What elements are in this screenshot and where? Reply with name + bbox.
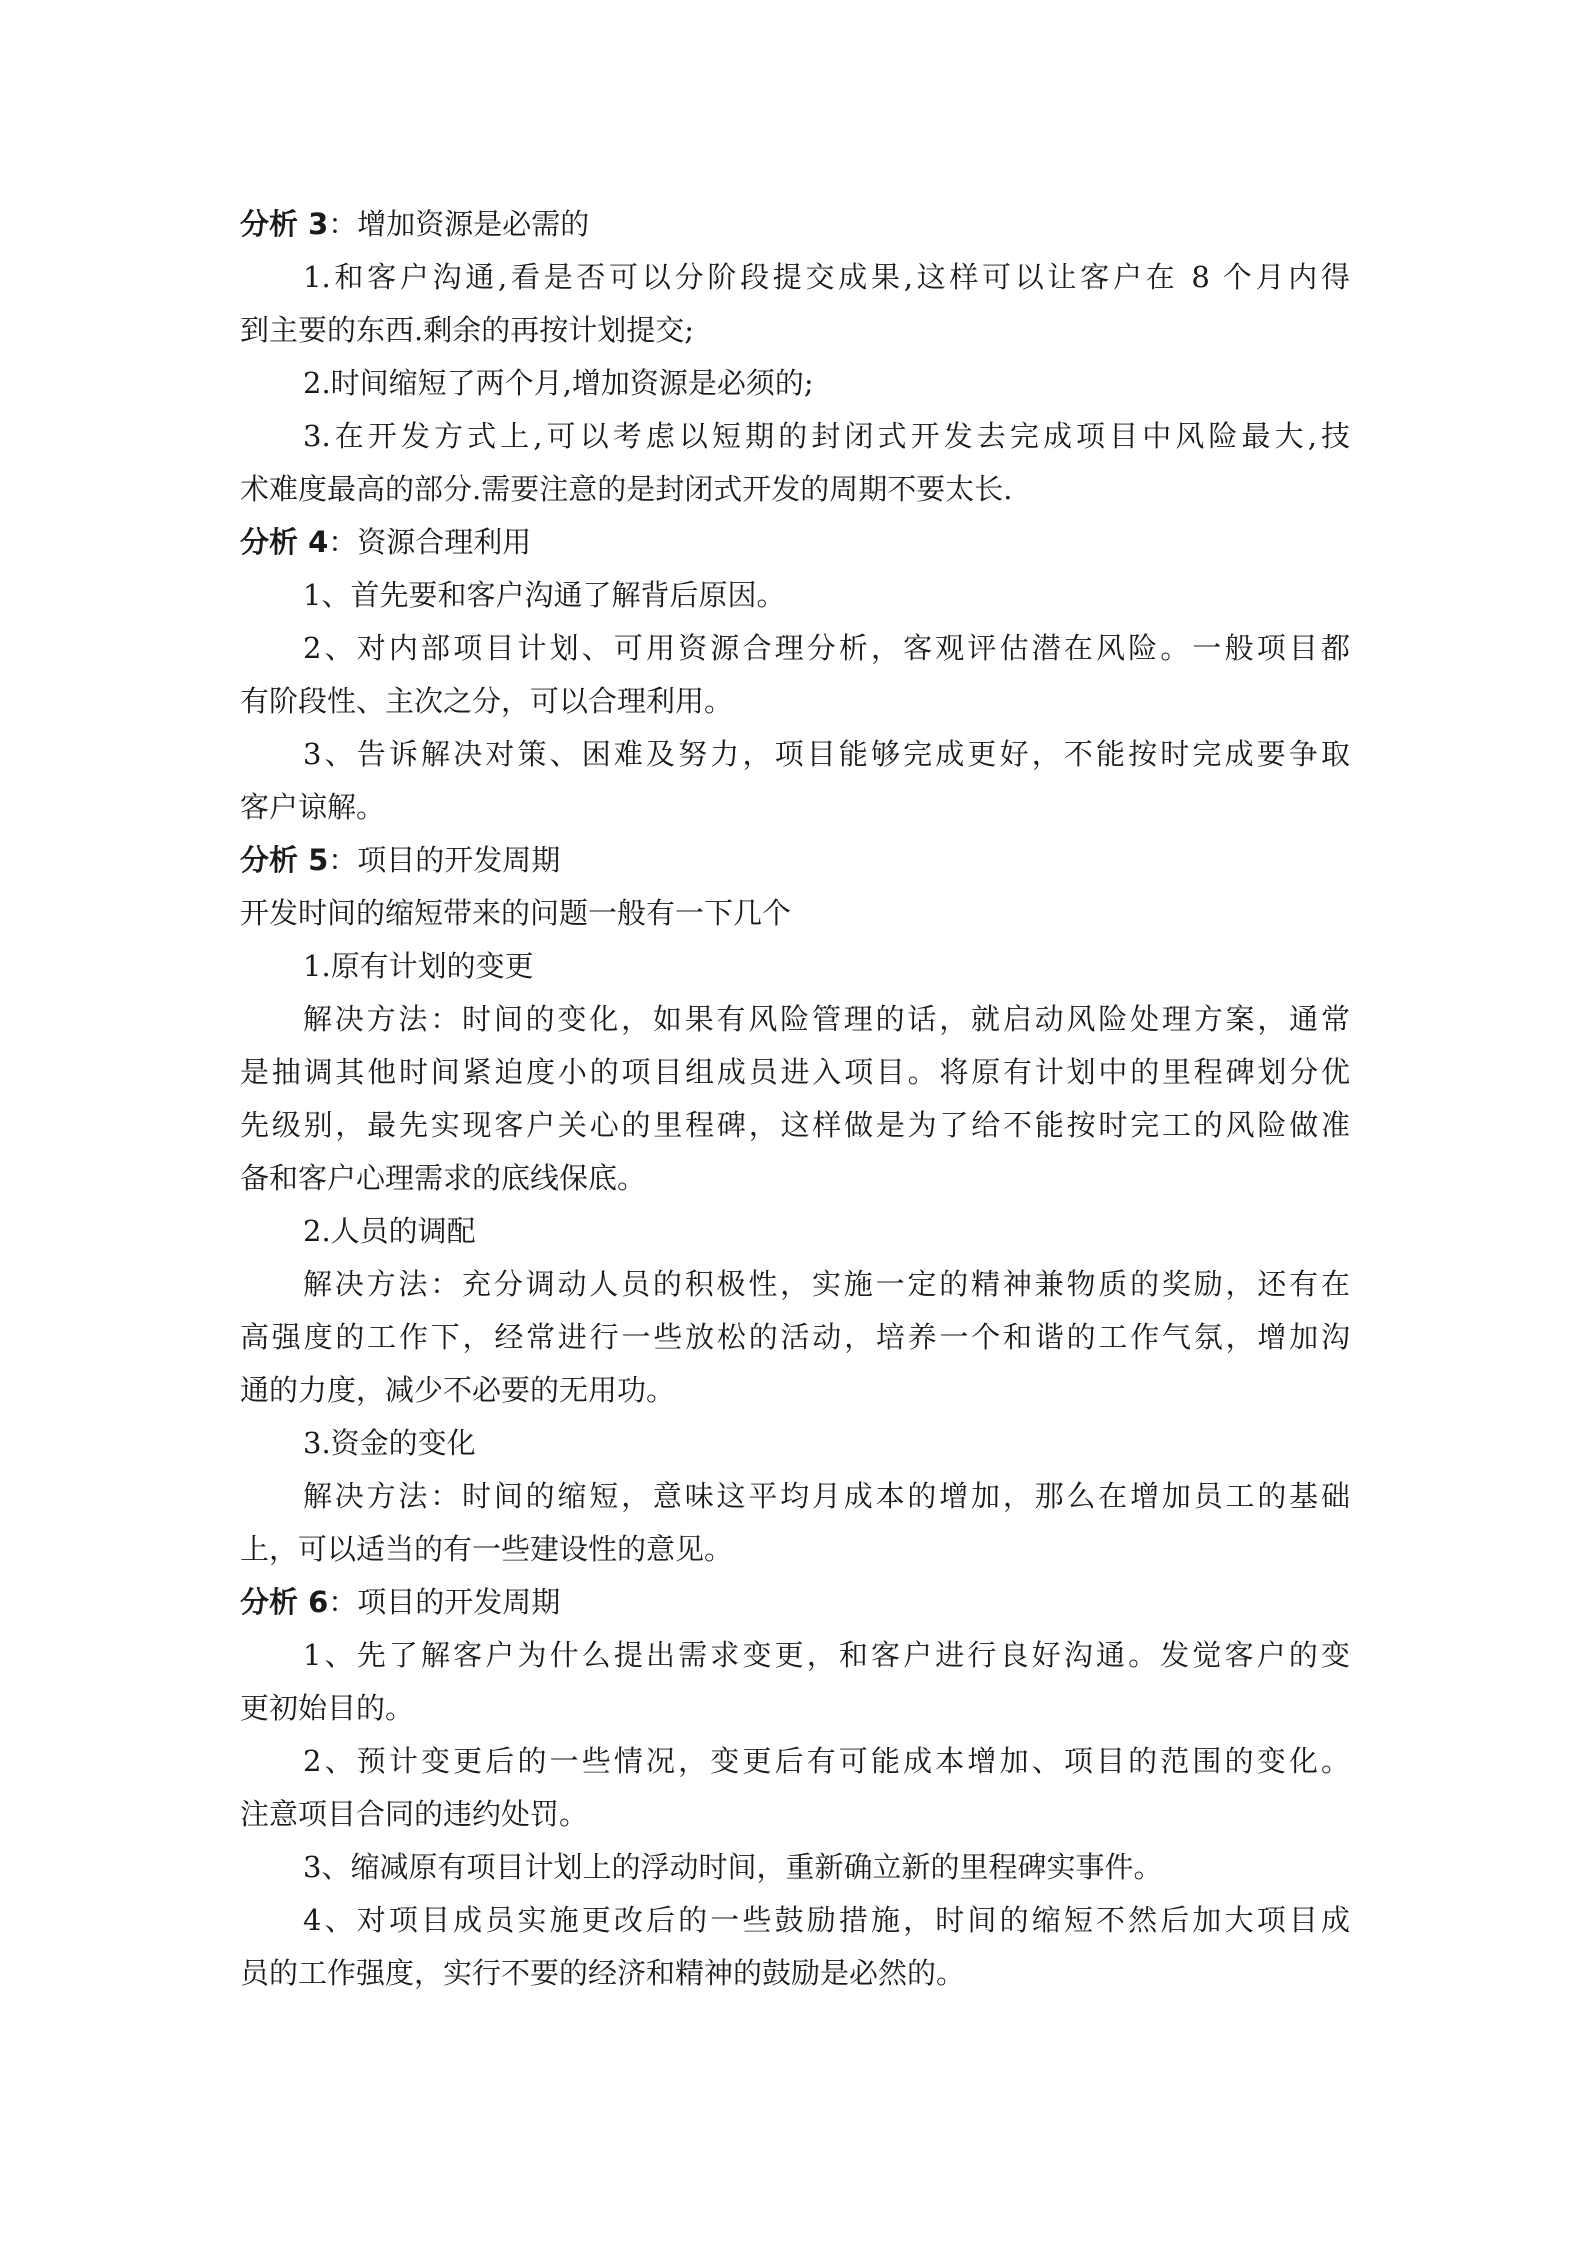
paragraph-line: 解决方法：时间的缩短，意味这平均月成本的增加，那么在增加员工的基础 xyxy=(303,1479,1350,1513)
paragraph-line: 上，可以适当的有一些建设性的意见。 xyxy=(240,1532,734,1566)
section-heading xyxy=(240,198,1350,251)
paragraph-line: 开发时间的缩短带来的问题一般有一下几个 xyxy=(240,896,792,930)
section-heading xyxy=(240,834,1350,887)
heading-label: 分析 3 xyxy=(240,207,329,241)
paragraph-line: 2、预计变更后的一些情况，变更后有可能成本增加、项目的范围的变化。 xyxy=(303,1744,1350,1778)
paragraph-line: 员的工作强度，实行不要的经济和精神的鼓励是必然的。 xyxy=(240,1956,966,1990)
paragraph-line: 3、告诉解决对策、困难及努力，项目能够完成更好，不能按时完成要争取 xyxy=(303,737,1350,771)
heading-separator: ： xyxy=(328,1585,358,1619)
section-heading xyxy=(240,1576,1350,1629)
paragraph-line: 注意项目合同的违约处罚。 xyxy=(240,1797,589,1831)
section-heading xyxy=(240,516,1350,569)
heading-title: 资源合理利用 xyxy=(357,525,532,559)
paragraph-line: 解决方法：时间的变化，如果有风险管理的话，就启动风险处理方案，通常 xyxy=(303,1002,1350,1036)
paragraph-line: 解决方法：充分调动人员的积极性，实施一定的精神兼物质的奖励，还有在 xyxy=(303,1267,1350,1301)
paragraph-line: 2.时间缩短了两个月,增加资源是必须的; xyxy=(303,366,814,400)
heading-title: 增加资源是必需的 xyxy=(357,207,590,241)
paragraph-line: 是抽调其他时间紧迫度小的项目组成员进入项目。将原有计划中的里程碑划分优 xyxy=(240,1055,1350,1089)
paragraph-line: 3、缩减原有项目计划上的浮动时间，重新确立新的里程碑实事件。 xyxy=(303,1850,1163,1884)
paragraph-line: 术难度最高的部分.需要注意的是封闭式开发的周期不要太长. xyxy=(240,472,1013,506)
heading-title: 项目的开发周期 xyxy=(357,843,561,877)
document-page xyxy=(240,198,1350,2000)
paragraph-line: 更初始目的。 xyxy=(240,1691,415,1725)
paragraph-line: 通的力度，减少不必要的无用功。 xyxy=(240,1373,676,1407)
paragraph-line: 有阶段性、主次之分，可以合理利用。 xyxy=(240,684,734,718)
section-analysis-3 xyxy=(240,198,1350,516)
heading-separator: ： xyxy=(328,207,358,241)
paragraph-line: 1、先了解客户为什么提出需求变更，和客户进行良好沟通。发觉客户的变 xyxy=(303,1638,1350,1672)
paragraph-line: 备和客户心理需求的底线保底。 xyxy=(240,1161,647,1195)
paragraph-line: 先级别，最先实现客户关心的里程碑，这样做是为了给不能按时完工的风险做准 xyxy=(240,1108,1350,1142)
paragraph-line: 到主要的东西.剩余的再按计划提交; xyxy=(240,313,694,347)
paragraph-line: 4、对项目成员实施更改后的一些鼓励措施，时间的缩短不然后加大项目成 xyxy=(303,1903,1350,1937)
paragraph-line: 2.人员的调配 xyxy=(303,1214,476,1248)
paragraph-line: 2、对内部项目计划、可用资源合理分析，客观评估潜在风险。一般项目都 xyxy=(303,631,1350,665)
paragraph-line: 1.原有计划的变更 xyxy=(303,949,534,983)
paragraph-line: 1.和客户沟通,看是否可以分阶段提交成果,这样可以让客户在 8 个月内得 xyxy=(303,260,1350,294)
heading-title: 项目的开发周期 xyxy=(357,1585,561,1619)
heading-separator: ： xyxy=(328,525,358,559)
section-analysis-5 xyxy=(240,834,1350,1576)
section-analysis-6 xyxy=(240,1576,1350,2000)
paragraph-line: 1、首先要和客户沟通了解背后原因。 xyxy=(303,578,786,612)
section-analysis-4 xyxy=(240,516,1350,834)
heading-label: 分析 5 xyxy=(240,843,329,877)
heading-separator: ： xyxy=(328,843,358,877)
heading-label: 分析 6 xyxy=(240,1585,329,1619)
paragraph-line: 高强度的工作下，经常进行一些放松的活动，培养一个和谐的工作气氛，增加沟 xyxy=(240,1320,1350,1354)
paragraph-line: 3.资金的变化 xyxy=(303,1426,476,1460)
heading-label: 分析 4 xyxy=(240,525,329,559)
paragraph-line: 客户谅解。 xyxy=(240,790,386,824)
paragraph-line: 3.在开发方式上,可以考虑以短期的封闭式开发去完成项目中风险最大,技 xyxy=(303,419,1350,453)
